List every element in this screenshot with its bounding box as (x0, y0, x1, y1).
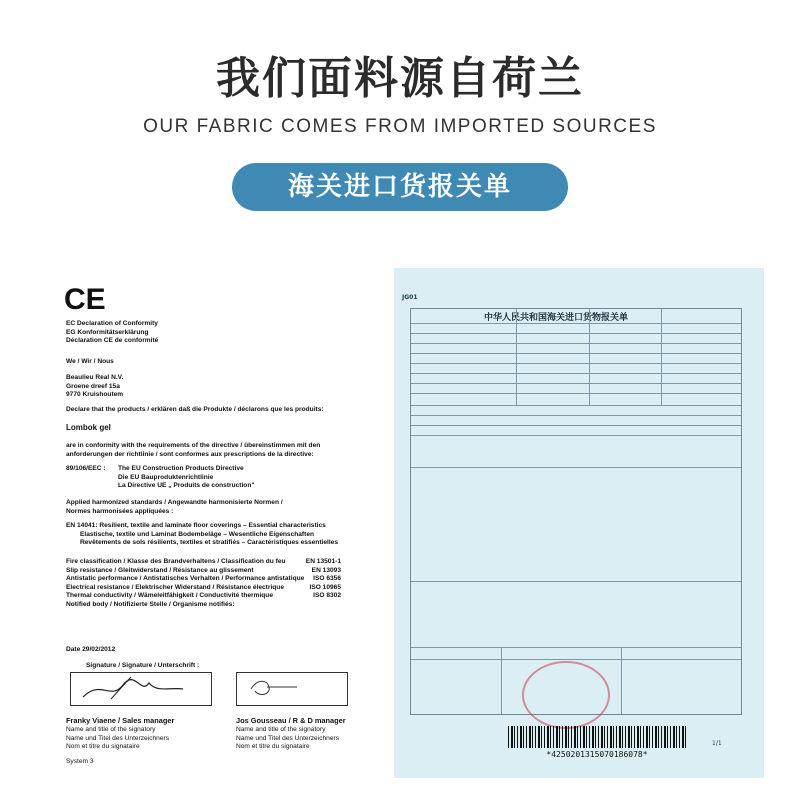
ce-table-label: Antistatic performance / Antistatisches Verhalten / Performance antistatique (66, 575, 305, 583)
ce-characteristics-table (66, 558, 341, 601)
ce-directive-line: La Directive UE „ Produits de construction" (118, 482, 255, 490)
page-subtitle: OUR FABRIC COMES FROM IMPORTED SOURCES (143, 116, 657, 137)
table-row (66, 575, 341, 584)
customs-form-title: 中华人民共和国海关进口货物报关单 (484, 313, 629, 323)
signature-box-right (236, 672, 348, 706)
ce-directive-line: The EU Construction Products Directive (118, 465, 244, 472)
table-row (66, 584, 341, 593)
ce-mark: CE (64, 283, 106, 316)
ce-footer: System 3 (66, 758, 94, 765)
ce-directive-line: Die EU Bauproduktenrichtlinie (118, 473, 214, 481)
signer-sub-line: Nom et titre du signataire (66, 743, 140, 751)
ce-table-value: EN 13501-1 (305, 558, 341, 565)
signer-left-name: Franky Viaene / Sales manager (66, 716, 175, 725)
signer-sub-line: Name and title of the signatory (66, 726, 156, 733)
signature-right-image (237, 673, 347, 705)
customs-page-number: 1/1 (712, 740, 722, 747)
ce-table-label: Fire classification / Klasse des Brandverhaltens / Classification du feu (66, 558, 286, 565)
table-row (66, 567, 341, 576)
ce-decl-line: EG Konformitätserklärung (66, 328, 149, 336)
signer-sub-line: Name and title of the signatory (236, 726, 326, 733)
ce-table-label: Slip resistance / Gleitwiderstand / Résistance au glissement (66, 566, 254, 574)
ce-declare: Declare that the products / erklären daß die Produkte / déclarons que les produits: (66, 406, 324, 413)
ce-table-label: Thermal conductivity / Wämeleitfähigkeit / Conductivité thermique (66, 592, 274, 600)
ce-conformity (66, 442, 320, 459)
ce-conformity-line: anforderungen der richtlinie / sont conformes aux prescriptions de la directive: (66, 450, 314, 458)
ce-we: We / Wir / Nous (66, 358, 114, 365)
signature-left-image (71, 673, 211, 705)
ce-en-line: Revêtements de sols résilients, textiles et stratifiés – Caractéristiques essentielles (80, 539, 339, 547)
signer-right-name: Jos Gousseau / R & D manager (236, 716, 346, 725)
ce-declaration-titles (66, 320, 158, 346)
ce-decl-line: Déclaration CE de conformité (66, 337, 159, 345)
customs-form-code: JG01 (402, 294, 418, 301)
ce-conformity-line: are in conformity with the requirements of the directive / übereinstimmen mit den (66, 442, 321, 449)
table-row (66, 592, 341, 601)
ce-address-line: 9770 Kruishoutem (66, 391, 124, 399)
customs-barcode-number: *4250201315070186078* (546, 750, 648, 759)
ce-standards (66, 499, 283, 516)
ce-en-line: Elastische, textile und Laminat Bodembeläge – Wesentliche Eigenschaften (80, 530, 315, 538)
ce-declaration-document (46, 258, 366, 778)
ce-table-label: Electrical resistance / Elektrischer Widerstand / Résistance électrique (66, 583, 285, 591)
signer-right-subtitle (236, 726, 339, 752)
customs-barcode (508, 726, 686, 748)
table-row (66, 558, 341, 567)
signer-sub-line: Name und Titel des Unterzeichners (236, 734, 339, 742)
ce-directive-code: 89/106/EEC : (66, 465, 106, 472)
ce-standards-line: Applied harmonized standards / Angewandte harmonisierte Normen / (66, 499, 283, 506)
ce-date: Date 29/02/2012 (66, 646, 116, 653)
section-pill: 海关进口货报关单 (232, 163, 568, 211)
signer-sub-line: Name und Titel des Unterzeichners (66, 734, 169, 742)
ce-address-line: Beaulieu Real N.V. (66, 374, 124, 381)
customs-form-grid (410, 308, 742, 715)
ce-address-line: Groene dreef 15a (66, 382, 120, 390)
signer-sub-line: Nom et titre du signataire (236, 743, 310, 751)
ce-table-value: ISO 10965 (309, 583, 341, 591)
ce-directive (118, 465, 255, 491)
customs-stamp (522, 661, 610, 729)
ce-table-value: ISO 8302 (313, 592, 341, 600)
ce-address (66, 374, 123, 400)
signature-box-left (70, 672, 212, 706)
ce-signature-label: Signature / Signature / Unterschrift : (86, 662, 200, 669)
ce-en-standard (66, 522, 338, 548)
ce-notified-body: Notified body / Notifizierte Stelle / Organisme notifiés: (66, 601, 235, 608)
page-title: 我们面料源自荷兰 (216, 53, 584, 104)
signer-left-subtitle (66, 726, 169, 752)
ce-en-line: EN 14041: Resilient, textile and laminate floor coverings – Essential characteristics (66, 522, 326, 529)
ce-product-name: Lombok gel (66, 423, 111, 432)
ce-standards-line: Normes harmonisées appliquées : (66, 507, 174, 515)
ce-table-value: EN 13093 (311, 566, 341, 574)
ce-decl-line: EC Declaration of Conformity (66, 320, 158, 327)
customs-declaration-form (394, 268, 764, 778)
ce-table-value: ISO 6356 (313, 575, 341, 583)
